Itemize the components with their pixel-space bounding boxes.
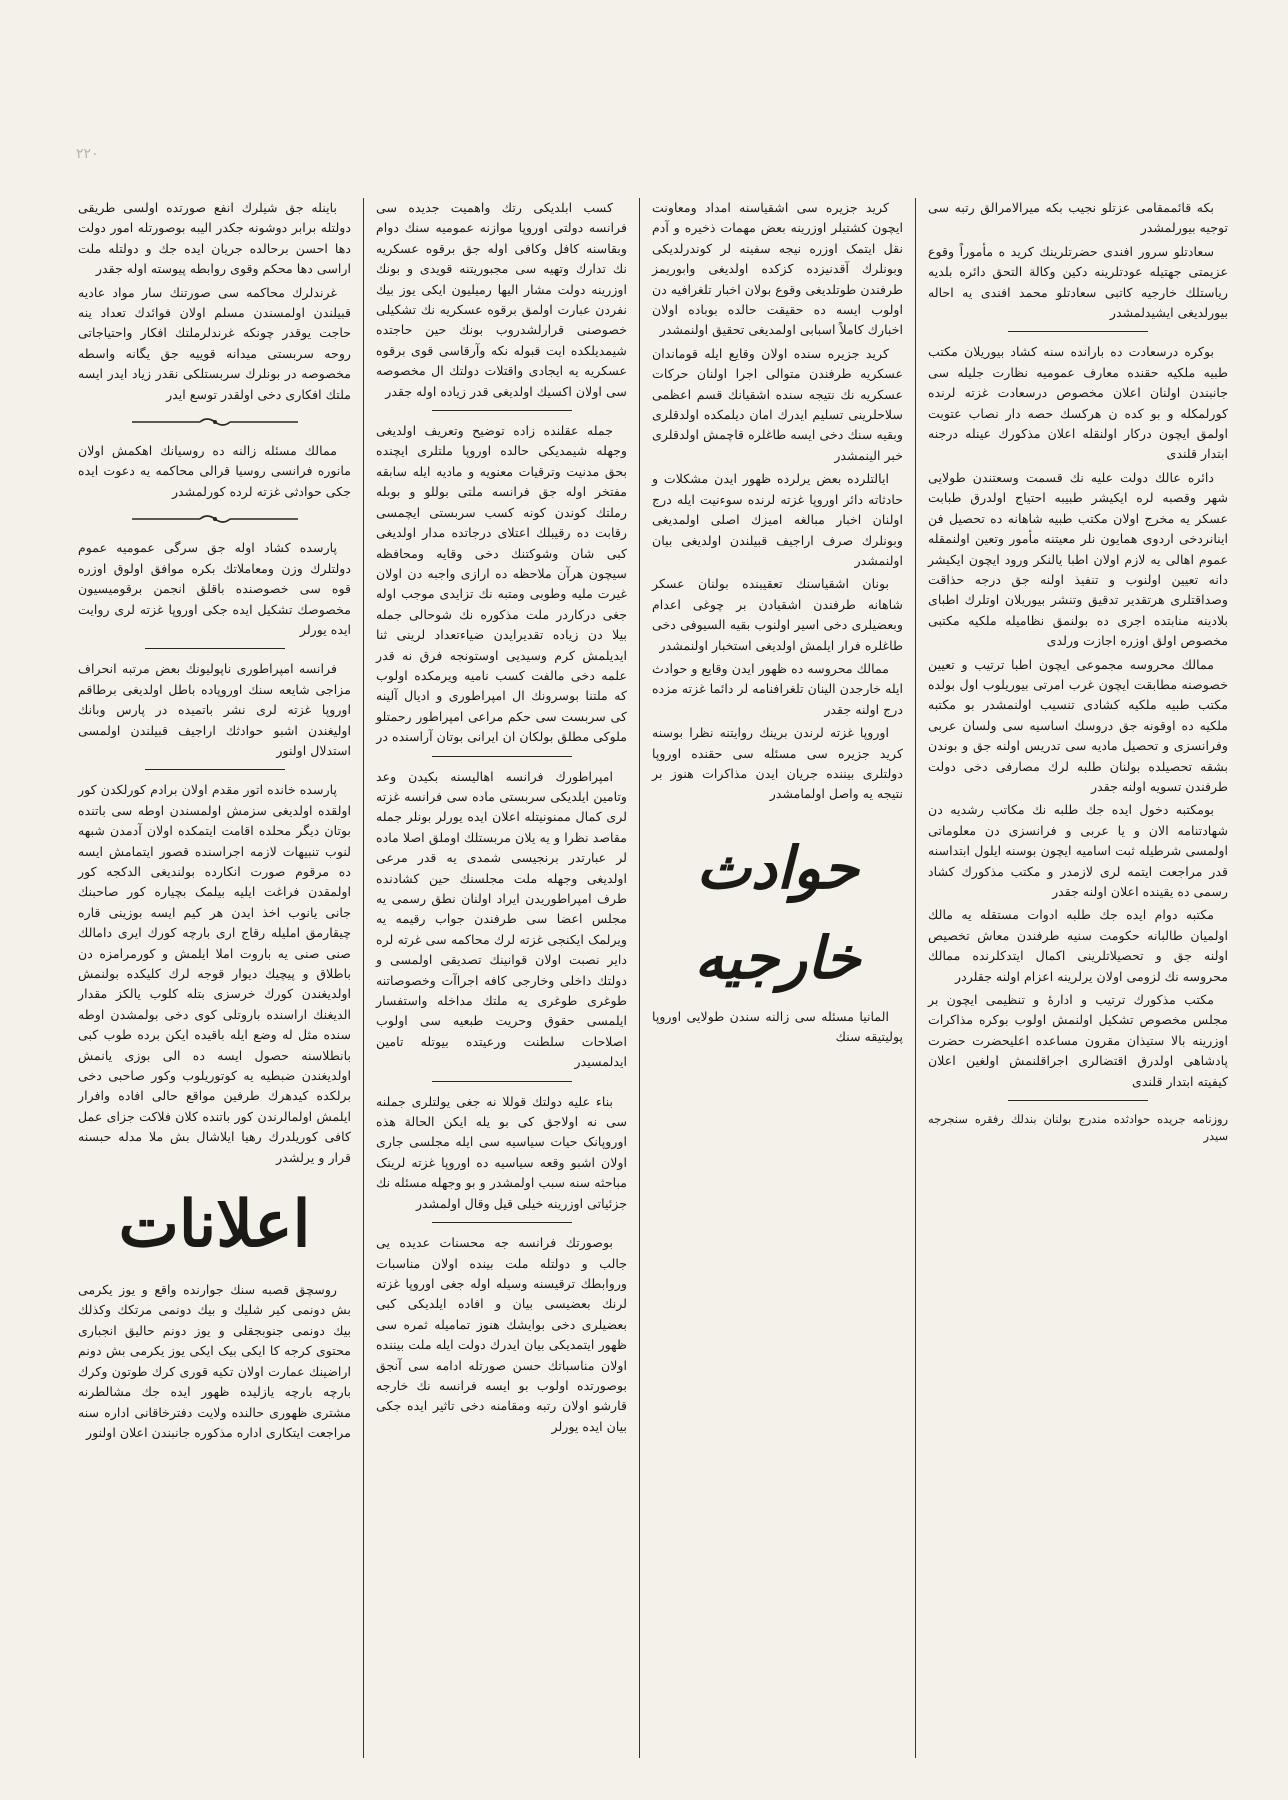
- paragraph: کرید جزیره سی اشقیاسنه امداد ومعاونت ایچون کشتیلر اوزرینه بعض مهمات ذخیره و آدم نقل ایتمک اوزره نیجه سفینه لر کوندرلدیکی وبونلرك آقدنیزده کزکده اولدیغی وابوریمز طرفندن طوتلدیغی وقوع بولان اخبار تلغرافیه دن اولوب ایسه ده حقیقت حالده بوباده اولان اخبارك کاملاً اسبابی اولمدیغی تحقیق اولنمشدر: [652, 200, 903, 338]
- section-rule: [432, 1081, 572, 1082]
- paragraph: بونان اشقیاسنك تعقیبنده بولنان عسکر شاهانه طرفندن اشقیادن بر چوغی اعدام وبعضیلری دخی اسیر اولنوب بقیه السیوفی دخی طاغلره فرار ایلمش اولدیغی استخبار اولنمشدر: [652, 576, 903, 653]
- section-rule: [432, 756, 572, 757]
- paragraph: بومکتبه دخول ایده جك طلبه نك مکاتب رشدیه دن شهادتنامه الان و یا عربی و فرانسزی دن معلوماتی اولمسی شرطیله ثبت اسامیه ایچون بوسنه ایلول ابتداسنه قدر مراجعت ایتمه لری لازمدر و مکتب مذکورك کشاد رسمی ده یقینده اعلان اولنه جقدر: [928, 802, 1228, 899]
- section-rule: [432, 410, 572, 411]
- footnote: روزنامه جریده حوادثده مندرج بولنان بندلك رفقره سنجرجه سیدر: [928, 1112, 1228, 1144]
- paragraph: بناء علیه دولتك قوللا نه جغی یولتلری جملنه سی نه اولاجق کی بو یله ایکن الحالة هذه اوروپانک حیات سیاسیه سی ایله مجلسی جاری اولان اشبو وقعه سیاسیه ده اوروپا غزته لرینک مباحثه سنه سبب اولمشدر و بو وجهله مسئله نك جزئیاتی اوزرینه خیلی قیل وقال اولمشدر: [376, 1093, 627, 1211]
- paragraph: کسب ابلدیکی رتك واهمیت جدیده سی فرانسه دولتی اوروپا موازنه عمومیه سنك دوام وبقاسنه کافل وکافی اوله جق برقوه عسکریه نك تدارك وتهیه سی مجبوریتنه قویدی و بونك اوزرینه دولت مشار الیها رمیلیون ایکی یوز بیك نفردن عبارت اولمق برقوه عسکریه نك تشکیلی خصوصنی قرارلشدروب بونك حین حاجتده شیمدیلکده ایت قبوله نكه وآرقاسی قوی برقوه عسکریه یه ایجادی واقتلات دولتك ال مخصوصه سی اولان اکسیك اولدیغی قدر زیاده اوله جقدر: [376, 200, 627, 399]
- section-rule: [145, 769, 285, 770]
- paragraph: امپراطورك فرانسه اهالیسنه بکیدن وعد وتامین ایلدیکی سربستی ماده سی فرانسه غزته لری کمال ممنونیتله اعلان ایده یورلر بونلر جمله مقاصد نظرا و یه یلان مربستلك اوملق اصلا ماده لر عبارتدر برنجیسی شمدی یه قدر مرعی اولدیغی وجهله ملت مجلسنك حین کشادنده طرف امپراطوریدن ایراد اولنان نطق رسمی یه مجلس اعضا سی طرفندن جواب رقیمه یه ویرلمک ایکنجی غزته لرك محاکمه سی غرته لره دایر نصبت اولان قوانینك تصدیقی اولمسی و دولتك داخلی وخارجی کافه اجراآت وخصوصاتنه طوغری طوغری یه ملتك مداخله واستفسار ایلمسی حقوق وحریت طبعیه سی اولوب اصلاحات سلطنت ورعیتده بیوتله تامین ایدلمسیدر: [376, 768, 627, 1070]
- foreign-news-heading: حوادث خارجیه: [694, 833, 861, 992]
- column-1: [66, 198, 364, 1758]
- section-rule: [145, 648, 285, 649]
- column-4: [916, 198, 1240, 1758]
- section-rule: [1008, 1100, 1148, 1101]
- paragraph: پارسده خانده اتور مقدم اولان برادم کورلکدن کور اولقده اولدیغی سزمش اولمسندن اوطه سی باتنده بوتان دیگر محلده اقامت ایتمکده اولان آدمدن شبهه لنوب تنبیهات لازمه اجراسنده قصور ایتمامش ایسه ده مرقوم صورت انکارده بولندیغی الدکجه کور اولمقدن فراغت ایلیه بیلمک بچیاره کور صاحبنك جانی یانوب اخذ ایدن هر کیم ایسه بوزینی قاره چیقارمق املیله رقاج اری بارچه کورك ایری دامالك صنی صنی یه باروت املا ایلمش و کورمرامزه دن باطلاق و پیچیك دیوار قوجه لرك کلیکده بولنمش اولدیغندن کورك خرسزی بتله کلوب یالکز مقدار الدیغنك اراسنده باروتلی کوی دخی بولمشدن اوطه سنده مثل له وضع ایله باقیده ایکن برده طوب کبی بانطلاسنه حصول ایسه ده الی بوزی یانمش اولدیغندن ضبطیه یه کوتوریلوب وکور صاحبی دخی برلکده کیدهرك طرفین مواقع حالی افاده وافرار ایلمش اولمالرندن کور باتنده کلان فلاکت جزای عمل کافی کوریلدرك رهیا ایلاشال بش ملا مدله حبسنه قرار و یرلشدر: [78, 782, 351, 1165]
- paragraph: پارسده کشاد اوله جق سرگی عمومیه عموم دولتلرك وزن ومعاملاتك بکره موافق اولوق اوزره قوه سی خصوصنده باقلق انجمن برقومیسیون مخصوصك تشکیل ایده جکی اوروپا غزته لری روایت ایده یورلر: [78, 540, 351, 637]
- section-rule: [1008, 331, 1148, 332]
- section-rule: [432, 1222, 572, 1223]
- paragraph: ممالك محروسه ده ظهور ایدن وقایع و حوادث ایله خارجدن الینان تلغرافنامه لر دائما غزته مزده درج اولنه جقدر: [652, 660, 903, 717]
- paragraph: جمله عقلنده زاده توضیح وتعریف اولدیغی وجهله شیمدیکی حالده اوروپا ملتلری ایچنده بحق مدنیت وترقیات معنویه و مادیه ایله سابقه مفتخر اوله جق فرانسه ملتی بوللو و بوبله رملتك کوندن کونه کسب سربستی ایچمسی رقابت ده رقیبلك اعتلای درجاتده مدار اولدیغی کبی شان وشوکتنك دخی وقایه ومحافظه سیچون هرآن ملاحظه ده ارازی واجبه دن اولان غیرت ملیه وطوبی ومتبه نك تزایدی موجب اوله جغی درکاردر ملت مذکوره نك شوحالی جمله بیلا دن زیاده تقدیرایدن ضیاءتعداد لرینی ثنا ایدیلمش کرم وسیدیی اوستونجه فرق نه قدر علمه دخی مالفت کسب نامیه ویرمكده اولوب که ملتنا بوسرونك ال امپراطوری و ادیال آلینه کی سربست سی حکم مراعی امپراطور رحمتلو ملوکی مطلق بولکان ان ایرانی بوتان آراسنده در: [376, 423, 627, 745]
- paragraph: بوصورتك فرانسه جه محسنات عدیده یی جالب و دولتله ملت بینده اولان مناسبات وروابطك ترقیسنه وسیله اوله جغی اوروپا غزته لرنك بعضیسی بیان و افاده ایلدیکی کبی بعضیلری دخی بوایشك هنوز تمامیله ثمره سی ظهور ایتمدیکی بیان ایدرك دولت ایله ملت بیننده اولان مناسباتك حسن صورتله ادامه سی آنجق بوصورتده اولوب بو ایسه فرانسه نك خارجه قارشو اولان رتبه ومقامنه دخی تاثیر ایده جکی بیان ایده یورلر: [376, 1235, 627, 1434]
- paragraph: روسچق قصبه سنك جوارنده واقع و یوز یکرمی بش دونمی کیر شلیك و بیك دونمی مرتکك وکذلك بیك دونمی جنوبجقلی و یوز دونم حالیق انجباری محتوی کرجه کا ایکی بیک ایکی یوز یکرمی بش دونم اراضینك عمارت اولان تکیه قوری کرك طوتون وکرك بارچه بارچه یازلیده ظهور ایده جك مشالطرنه مشتری ظهوری حالنده ولایت دفترخاقانی اداره سنه مراجعت ایتکاری اداره مذکوره جانبندن اعلان اولنور: [78, 1282, 351, 1440]
- ads-heading: اعلانات: [118, 1187, 311, 1263]
- paragraph: بکه قائممقامی عزتلو نجیب بکه میرالامرالق رتبه سی توجیه بیورلمشدر: [928, 200, 1228, 236]
- paragraph: کرید جزیره سنده اولان وقایع ایله قوماندان عسکریه طرفندن متوالی اجرا اولنان حرکات عسکریه نك نتیجه سنده اشقیانك قسم اعظمی سلاحلرینی تسلیم ایدرك امان دیلمکده اولدقلری وبقیه سنك دخی ایسه طاغلره قاچمش اولدقلری خبر الینمشدر: [652, 345, 903, 463]
- paragraph: مکتبه دوام ایده جك طلبه ادوات مستقله یه مالك اولمیان طالبانه حکومت سنیه طرفندن معاش تخصیص اولنه جق و تحصیلاتلرینی اکمال ایتدکلرنده ممالك محروسه نك لزومی اولان یرلرینه اعزام اولنه جقلردر: [928, 907, 1228, 984]
- paragraph: اوروپا غزته لرندن برینك روایتنه نظرا بوسنه کرید جزیره سی مسئله سی حقنده اوروپا دولتلری بیننده جریان ایدن مذاکرات هنوز بر نتیجه یه واصل اولمامشدر: [652, 725, 903, 802]
- paragraph: دائره عالك دولت علیه نك قسمت وسعتندن طولایی شهر وقصبه لره ایکیشر طبیبه احتیاج اولدرق طبابت عسکر یه مخرج اولان مکتب طبیه شاهانه ده تحصیل فن اینانردخی اردوی همایون نلر معیتنه مأمور وتعین اولنمقله عموم اهالی یه لازم اولان اطبا یالنکر ورود ایچون ایکیشر دانه تعیین اولنوب و تنفیذ اولنه جق درجه حذاقت وصداقتلری هرتقدیر تدقیق وتنشر بیوریلان اوتلرك اطبای بلادینه منابتده اجری ده بولنمق نظامیله ملکیه مکتبی مخصوص اولق اوزره اجازت ورلدی: [928, 469, 1228, 649]
- columns: [66, 198, 1240, 1758]
- paragraph: بوکره درسعادت ده بارانده سنه کشاد بیوریلان مکتب طبیه ملکیه حقنده معارف عمومیه نظارت جلیله سی جانبندن اولنان اعلان مخصوص درسعادت غزته لرنده کورلمکله و بو کده ن هرکسك حصه دار نصاب عتوبت اولمق ایچون درکار اولنقله اعلان مذکورك عینله درجنه ابتدار قلندی: [928, 344, 1228, 462]
- paragraph: فرانسه امپراطوری ناپولیونك بعض مرتبه انحراف مزاجی شایعه سنك اوروپاده باطل اولدیغی برطاقم اوروپا غزته لری نشر باتمیده در پارس وبانك اولیغندن اشبو حوادثك اراجیف قبیلندن اولمسی استدلال اولنور: [78, 661, 351, 758]
- paragraph: ایالتلرده بعض یرلرده ظهور ایدن مشکلات و حادثاته دائر اوروپا غزته لرنده سوءنیت ایله درج اولنان اخبار مبالغه امیزك اصلی اولمدیغی وبونلرك صرف اراجیف قبیلندن اولدیغی بیان اولنمشدر: [652, 471, 903, 568]
- ornamental-divider: [78, 415, 351, 429]
- paragraph: ممالك محروسه مجموعی ایچون اطبا ترتیب و تعیین خصوصنه مطابقت ایچون غرب امرتی بیوریلوب اول بولده مکتب طبیه ملکیه کشادی تنسیب اولنمشدر بو مکتبه ملکیه ده اوقونه جق دروسك اساسیه سی ولسان عربی وفرانسزی و تحصیل مادیه سی تدریس اولنه جق و بوندن بشقه تحصیلده بولنان طلبه لرك مصارفی دخی دولت طرفندن تسویه اولنه جقدر: [928, 656, 1228, 794]
- paragraph: المانیا مسئله سی زالنه سندن طولایی اوروپا پولیتیقه سنك: [652, 1008, 903, 1045]
- column-3: [640, 198, 916, 1758]
- ornamental-divider: [78, 512, 351, 526]
- page-number: ۲۲۰: [76, 146, 99, 162]
- column-2: [364, 198, 640, 1758]
- paragraph: مکتب مذکورك ترتیب و ادارهٔ و تنظیمی ایچون بر مجلس مخصوص تشکیل اولنمش اولوب بوکره مذاکرات اوزرینه بالا ستیذان مقرون مساعده اعلیحضرت حضرت پادشاهی اولدرق اقتضالری اجراقلنمش اولغین اعلان کیفیته ابتدار قلندی: [928, 992, 1228, 1089]
- paragraph: ممالك مسئله زالنه ده روسیانك اهکمش اولان مانوره فرانسی روسیا قرالی محاکمه یه دعوت ایده جکی حوادثی غزته لرده کورلمشدر: [78, 443, 351, 499]
- paragraph: غرندلرك محاکمه سی صورتنك سار مواد عادیه قبیلندن اولمسندن مسلم اولان فوائدك تعداد ینه حاجت یوقدر چونکه غرندلرملتك افکار واحتیاجاتی روحه سربستی میدانه قوییه جق یگانه واسطه مخصوصه در بونلرك سربستلکی نقدر زیاد ایدر ایسه ملتك افکاری دخی اولقدر توسع ایدر: [78, 284, 351, 402]
- paragraph: سعادتلو سرور افندی حضرتلرینك کرید ه مأموراً وقوع عزیمتی جهتیله عودتلرینه دکین وکالة التحق دائره بلدیه ریاستلك خارجیه کاتبی سعادتلو محمد افندی یه احاله بیورلدیغی ایشیدلمشدر: [928, 243, 1228, 321]
- paragraph: باینله جق شیلرك انفع صورتده اولسی طریقی دولتله برابر دوشونه جکدر الیبه بوصورتله امور دولت دها احسن برحالده جریان ایده جك و دولتله ملت اراسی دها محکم وقوی روابطه پیوسته اوله جقدر: [78, 200, 351, 277]
